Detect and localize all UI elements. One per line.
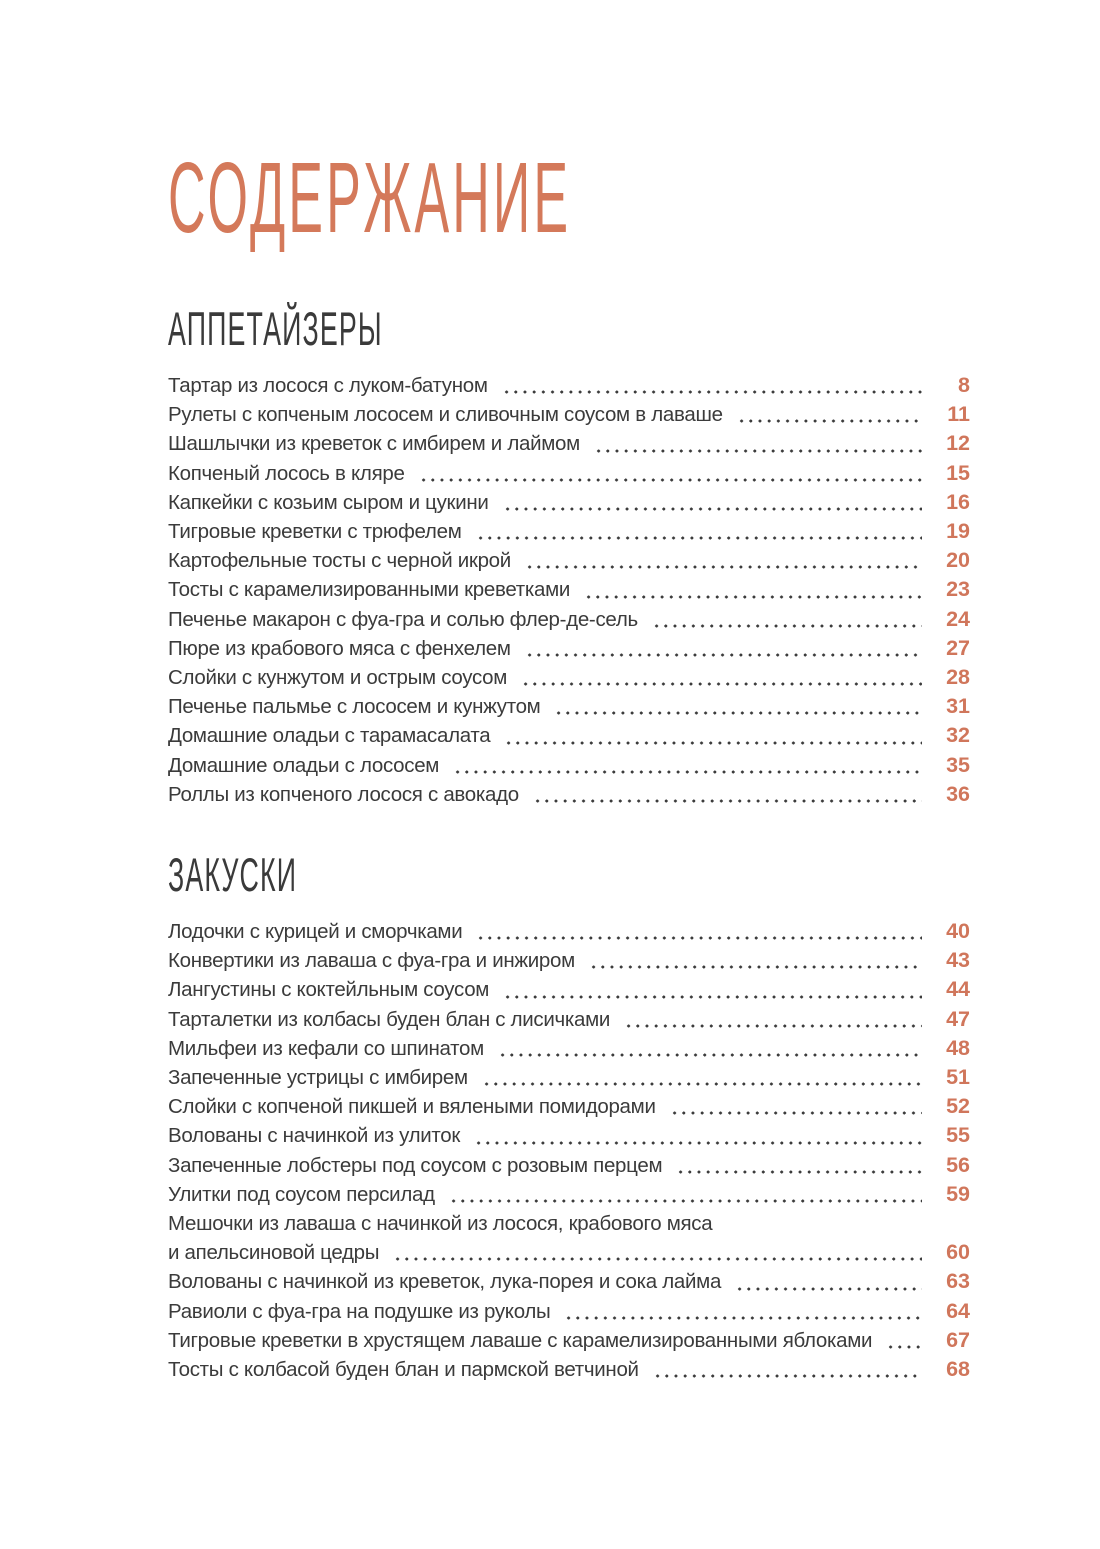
entry-page-number: 8 <box>958 373 970 397</box>
toc-entry <box>168 1121 970 1150</box>
entry-title: Волованы с начинкой из улиток <box>168 1124 461 1148</box>
dot-leader <box>393 1238 922 1267</box>
toc-entry-first-line <box>168 1209 970 1238</box>
section-heading: ЗАКУСКИ <box>168 848 298 902</box>
toc-entry <box>168 946 970 975</box>
toc-entry <box>168 488 970 517</box>
dot-leader <box>533 780 922 809</box>
entry-title: Печенье пальмье с лососем и кунжутом <box>168 695 541 719</box>
page-title: СОДЕРЖАНИЕ <box>168 142 572 254</box>
dot-leader <box>504 721 922 750</box>
entry-page-number: 28 <box>946 665 970 690</box>
entry-title: Домашние оладьи с тарамасалата <box>168 724 491 748</box>
dot-leader <box>503 488 922 517</box>
entry-title: Волованы с начинкой из креветок, лука-порея и сока лайма <box>168 1270 722 1294</box>
dot-leader <box>653 1355 922 1384</box>
toc-entry <box>168 517 970 546</box>
dot-leader <box>554 692 922 721</box>
toc-section <box>168 302 970 809</box>
toc-entry <box>168 1092 970 1121</box>
entry-title: Тосты с колбасой буден блан и пармской ветчиной <box>168 1358 639 1382</box>
toc-entry <box>168 575 970 604</box>
entry-page-number: 43 <box>946 948 970 973</box>
entry-title: Пюре из крабового мяса с фенхелем <box>168 636 511 660</box>
dot-leader <box>584 575 922 604</box>
dot-leader <box>652 605 922 634</box>
toc-entry <box>168 400 970 429</box>
entry-page-number: 12 <box>946 431 970 456</box>
dot-leader <box>594 429 922 458</box>
entry-page-number: 24 <box>946 606 970 631</box>
entry-title: Слойки с копченой пикшей и вялеными помидорами <box>168 1095 656 1119</box>
entry-page-number: 20 <box>946 548 970 573</box>
entry-page-number: 40 <box>946 919 970 944</box>
toc-entry <box>168 371 970 400</box>
entry-page-number: 51 <box>946 1065 970 1090</box>
entry-page-number: 11 <box>947 402 970 427</box>
toc-section <box>168 848 970 1384</box>
dot-leader <box>453 751 922 780</box>
entry-title: Запеченные лобстеры под соусом с розовым перцем <box>168 1153 663 1177</box>
toc-entry <box>168 1063 970 1092</box>
entry-page-number: 64 <box>946 1298 970 1323</box>
dot-leader <box>498 1034 922 1063</box>
entry-title: Тигровые креветки в хрустящем лаваше с карамелизированными яблоками <box>168 1328 873 1352</box>
toc-entry <box>168 1238 970 1267</box>
dot-leader <box>476 917 922 946</box>
dot-leader <box>525 634 922 663</box>
entry-list <box>168 917 970 1384</box>
entry-page-number: 31 <box>946 694 970 719</box>
toc-entry <box>168 1297 970 1326</box>
toc-entry <box>168 751 970 780</box>
sections-container <box>168 302 970 1384</box>
dot-leader <box>502 371 922 400</box>
entry-title: Запеченные устрицы с имбирем <box>168 1066 468 1090</box>
dot-leader <box>737 400 922 429</box>
dot-leader <box>589 946 922 975</box>
entry-page-number: 16 <box>946 489 970 514</box>
toc-entry <box>168 605 970 634</box>
entry-title: Тосты с карамелизированными креветками <box>168 578 571 602</box>
dot-leader <box>449 1180 922 1209</box>
entry-page-number: 27 <box>946 635 970 660</box>
entry-page-number: 56 <box>946 1152 970 1177</box>
dot-leader <box>482 1063 922 1092</box>
entry-title: Конвертики из лаваша с фуа-гра и инжиром <box>168 949 575 973</box>
entry-page-number: 36 <box>946 781 970 806</box>
entry-title: Мильфеи из кефали со шпинатом <box>168 1036 484 1060</box>
dot-leader <box>474 1121 922 1150</box>
toc-entry <box>168 1355 970 1384</box>
entry-title: Слойки с кунжутом и острым соусом <box>168 666 508 690</box>
dot-leader <box>503 975 922 1004</box>
dot-leader <box>886 1326 922 1355</box>
dot-leader <box>521 663 922 692</box>
entry-title: Шашлычки из креветок с имбирем и лаймом <box>168 432 580 456</box>
entry-title: Картофельные тосты с черной икрой <box>168 549 511 573</box>
toc-entry <box>168 546 970 575</box>
entry-title: Тигровые креветки с трюфелем <box>168 520 462 544</box>
entry-title: Роллы из копченого лосося с авокадо <box>168 782 519 806</box>
entry-list <box>168 371 970 809</box>
entry-title: Мешочки из лаваша с начинкой из лосося, крабового мяса <box>168 1212 713 1236</box>
entry-page-number: 52 <box>946 1094 970 1119</box>
entry-title: Равиоли с фуа-гра на подушке из руколы <box>168 1299 551 1323</box>
dot-leader <box>735 1267 922 1296</box>
entry-title: Копченый лосось в кляре <box>168 461 405 485</box>
toc-entry <box>168 1005 970 1034</box>
toc-entry <box>168 721 970 750</box>
toc-entry <box>168 1034 970 1063</box>
entry-title: Тартар из лосося с луком-батуном <box>168 374 488 397</box>
entry-title: Печенье макарон с фуа-гра и солью флер-де-сель <box>168 607 638 631</box>
dot-leader <box>419 459 922 488</box>
toc-entry <box>168 459 970 488</box>
entry-title: Тарталетки из колбасы буден блан с лисичками <box>168 1007 611 1031</box>
toc-entry <box>168 1151 970 1180</box>
dot-leader <box>525 546 922 575</box>
dot-leader <box>624 1005 922 1034</box>
entry-title: Домашние оладьи с лососем <box>168 753 440 777</box>
entry-page-number: 32 <box>946 723 970 748</box>
entry-page-number: 48 <box>946 1035 970 1060</box>
entry-page-number: 55 <box>946 1123 970 1148</box>
entry-title: и апельсиновой цедры <box>168 1241 380 1265</box>
entry-title: Капкейки с козьим сыром и цукини <box>168 490 489 514</box>
toc-entry <box>168 1267 970 1296</box>
entry-page-number: 60 <box>946 1240 970 1265</box>
toc-entry <box>168 692 970 721</box>
entry-page-number: 19 <box>946 519 970 544</box>
toc-entry <box>168 663 970 692</box>
section-heading: АППЕТАЙЗЕРЫ <box>168 302 383 355</box>
entry-title: Лодочки с курицей и сморчками <box>168 920 463 944</box>
dot-leader <box>676 1151 922 1180</box>
entry-page-number: 59 <box>946 1181 970 1206</box>
entry-page-number: 68 <box>946 1357 970 1382</box>
dot-leader <box>564 1297 922 1326</box>
entry-title: Лангустины с коктейльным соусом <box>168 978 490 1002</box>
toc-entry <box>168 917 970 946</box>
entry-page-number: 15 <box>946 460 970 485</box>
dot-leader <box>476 517 923 546</box>
toc-entry <box>168 975 970 1004</box>
toc-entry <box>168 1180 970 1209</box>
toc-entry <box>168 634 970 663</box>
entry-page-number: 47 <box>946 1006 970 1031</box>
toc-entry <box>168 1326 970 1355</box>
entry-page-number: 23 <box>946 577 970 602</box>
entry-page-number: 67 <box>946 1327 970 1352</box>
entry-page-number: 44 <box>946 977 970 1002</box>
entry-title: Улитки под соусом персилад <box>168 1182 435 1206</box>
toc-entry <box>168 780 970 809</box>
entry-page-number: 35 <box>946 752 970 777</box>
dot-leader <box>670 1092 922 1121</box>
entry-title: Рулеты с копченым лососем и сливочным соусом в лаваше <box>168 403 723 427</box>
entry-page-number: 63 <box>946 1269 970 1294</box>
toc-entry <box>168 429 970 458</box>
